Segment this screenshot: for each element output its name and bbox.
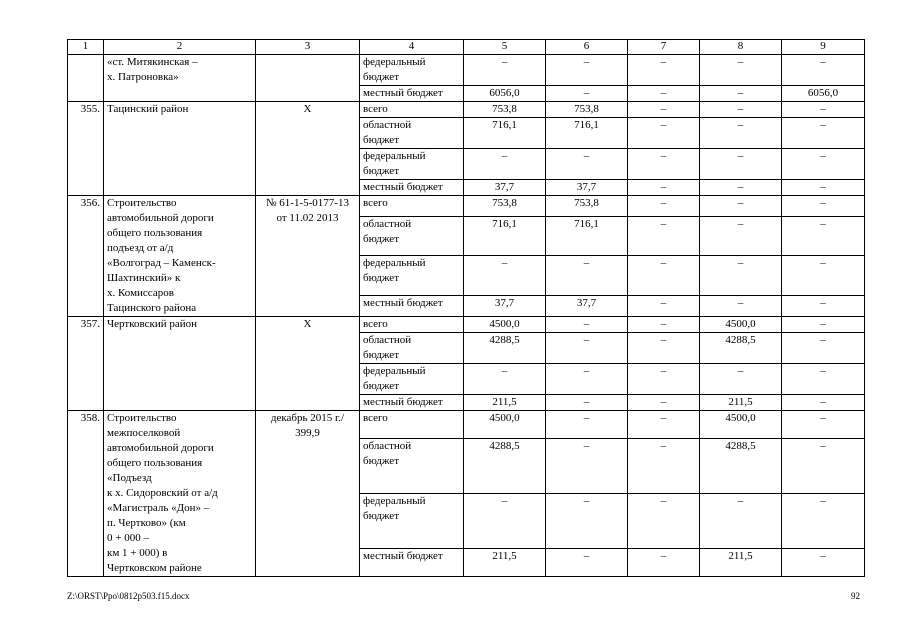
budget-type: всего (360, 411, 464, 439)
amount-cell: 753,8 (464, 196, 546, 217)
budget-type: всего (360, 102, 464, 118)
amount-cell: 6056,0 (782, 86, 865, 102)
column-number: 7 (628, 40, 700, 55)
budget-type: областной бюджет (360, 216, 464, 256)
budget-type: местный бюджет (360, 395, 464, 411)
budget-type: местный бюджет (360, 180, 464, 196)
amount-cell: 716,1 (464, 118, 546, 149)
amount-cell: – (700, 493, 782, 548)
amount-cell: – (464, 55, 546, 86)
column-number: 1 (68, 40, 104, 55)
row-name: Строительство автомобильной дороги общего пользования подъезд от а/д «Волгоград – Каменск- Шахтинский» к х. Комиссаров Тацинского района (104, 196, 256, 317)
amount-cell: 211,5 (464, 548, 546, 576)
amount-cell: – (628, 439, 700, 494)
amount-cell: – (700, 296, 782, 317)
amount-cell: 37,7 (546, 180, 628, 196)
amount-cell: – (628, 333, 700, 364)
amount-cell: – (782, 493, 865, 548)
table-header-row (68, 40, 865, 55)
amount-cell: – (700, 196, 782, 217)
budget-type: местный бюджет (360, 548, 464, 576)
amount-cell: – (782, 395, 865, 411)
amount-cell: – (546, 256, 628, 296)
amount-cell: – (464, 364, 546, 395)
amount-cell: – (782, 216, 865, 256)
row-number (68, 55, 104, 102)
column-number: 6 (546, 40, 628, 55)
amount-cell: 753,8 (546, 196, 628, 217)
page-number: 92 (851, 591, 860, 601)
amount-cell: – (782, 196, 865, 217)
amount-cell: – (782, 317, 865, 333)
column-number: 4 (360, 40, 464, 55)
row-number: 358. (68, 411, 104, 577)
budget-table (67, 39, 865, 577)
amount-cell: – (464, 256, 546, 296)
budget-type: областной бюджет (360, 439, 464, 494)
amount-cell: – (628, 395, 700, 411)
amount-cell: – (546, 439, 628, 494)
row-name: Чертковский район (104, 317, 256, 411)
amount-cell: – (628, 493, 700, 548)
row-name: Строительство межпоселковой автомобильной дороги общего пользования «Подъезд к х. Сидоровский от а/д «Магистраль «Дон» – п. Чертково» (км 0 + 000 – км 1 + 000) в Чертковском районе (104, 411, 256, 577)
amount-cell: – (782, 180, 865, 196)
amount-cell: 37,7 (546, 296, 628, 317)
amount-cell: – (546, 149, 628, 180)
amount-cell: – (546, 411, 628, 439)
budget-type: всего (360, 317, 464, 333)
amount-cell: – (628, 256, 700, 296)
row-number: 357. (68, 317, 104, 411)
row-name: Тацинский район (104, 102, 256, 196)
row-document: № 61-1-5-0177-13 от 11.02 2013 (256, 196, 360, 317)
amount-cell: – (628, 196, 700, 217)
amount-cell: – (782, 55, 865, 86)
amount-cell: 4500,0 (464, 411, 546, 439)
amount-cell: 753,8 (546, 102, 628, 118)
amount-cell: 716,1 (546, 216, 628, 256)
amount-cell: 37,7 (464, 296, 546, 317)
amount-cell: – (628, 102, 700, 118)
amount-cell: – (628, 296, 700, 317)
amount-cell: 4288,5 (464, 333, 546, 364)
amount-cell: 4288,5 (464, 439, 546, 494)
amount-cell: – (700, 149, 782, 180)
amount-cell: – (782, 296, 865, 317)
amount-cell: – (628, 180, 700, 196)
amount-cell: 4500,0 (700, 317, 782, 333)
budget-type: федеральный бюджет (360, 55, 464, 86)
amount-cell: – (782, 411, 865, 439)
amount-cell: – (782, 102, 865, 118)
budget-type: федеральный бюджет (360, 493, 464, 548)
table-row (68, 196, 865, 217)
amount-cell: – (700, 55, 782, 86)
amount-cell: – (700, 256, 782, 296)
table-row (68, 55, 865, 86)
column-number: 2 (104, 40, 256, 55)
amount-cell: 716,1 (464, 216, 546, 256)
amount-cell: – (782, 333, 865, 364)
amount-cell: 211,5 (464, 395, 546, 411)
budget-type: федеральный бюджет (360, 364, 464, 395)
amount-cell: – (628, 55, 700, 86)
amount-cell: – (628, 548, 700, 576)
amount-cell: – (464, 493, 546, 548)
amount-cell: 4500,0 (464, 317, 546, 333)
amount-cell: – (546, 55, 628, 86)
amount-cell: – (628, 364, 700, 395)
amount-cell: – (546, 86, 628, 102)
amount-cell: – (782, 364, 865, 395)
column-number: 9 (782, 40, 865, 55)
amount-cell: 753,8 (464, 102, 546, 118)
budget-type: областной бюджет (360, 333, 464, 364)
budget-type: федеральный бюджет (360, 149, 464, 180)
amount-cell: – (546, 395, 628, 411)
amount-cell: – (628, 86, 700, 102)
budget-type: местный бюджет (360, 296, 464, 317)
budget-type: федеральный бюджет (360, 256, 464, 296)
amount-cell: – (700, 364, 782, 395)
amount-cell: 4500,0 (700, 411, 782, 439)
amount-cell: – (546, 548, 628, 576)
amount-cell: – (700, 180, 782, 196)
budget-type: местный бюджет (360, 86, 464, 102)
amount-cell: – (782, 149, 865, 180)
amount-cell: – (546, 364, 628, 395)
column-number: 8 (700, 40, 782, 55)
amount-cell: – (700, 86, 782, 102)
row-number: 356. (68, 196, 104, 317)
footer-file-path: Z:\ORST\Ppo\0812p503.f15.docx (67, 591, 190, 601)
row-number: 355. (68, 102, 104, 196)
amount-cell: – (782, 439, 865, 494)
amount-cell: – (782, 256, 865, 296)
amount-cell: – (464, 149, 546, 180)
amount-cell: 716,1 (546, 118, 628, 149)
amount-cell: 211,5 (700, 395, 782, 411)
row-document: декабрь 2015 г./ 399,9 (256, 411, 360, 577)
amount-cell: 4288,5 (700, 439, 782, 494)
amount-cell: – (782, 548, 865, 576)
amount-cell: – (700, 102, 782, 118)
amount-cell: – (546, 317, 628, 333)
budget-type: областной бюджет (360, 118, 464, 149)
amount-cell: – (628, 411, 700, 439)
budget-type: всего (360, 196, 464, 217)
row-document (256, 55, 360, 102)
amount-cell: – (700, 118, 782, 149)
row-document: Х (256, 317, 360, 411)
column-number: 5 (464, 40, 546, 55)
amount-cell: – (700, 216, 782, 256)
amount-cell: – (628, 317, 700, 333)
table-row (68, 317, 865, 333)
amount-cell: 211,5 (700, 548, 782, 576)
amount-cell: 37,7 (464, 180, 546, 196)
table-row (68, 102, 865, 118)
amount-cell: 6056,0 (464, 86, 546, 102)
column-number: 3 (256, 40, 360, 55)
amount-cell: – (546, 333, 628, 364)
amount-cell: – (546, 493, 628, 548)
amount-cell: – (782, 118, 865, 149)
amount-cell: – (628, 216, 700, 256)
amount-cell: – (628, 149, 700, 180)
row-document: Х (256, 102, 360, 196)
row-name: «ст. Митякинская – х. Патроновка» (104, 55, 256, 102)
amount-cell: 4288,5 (700, 333, 782, 364)
table-row (68, 411, 865, 439)
amount-cell: – (628, 118, 700, 149)
